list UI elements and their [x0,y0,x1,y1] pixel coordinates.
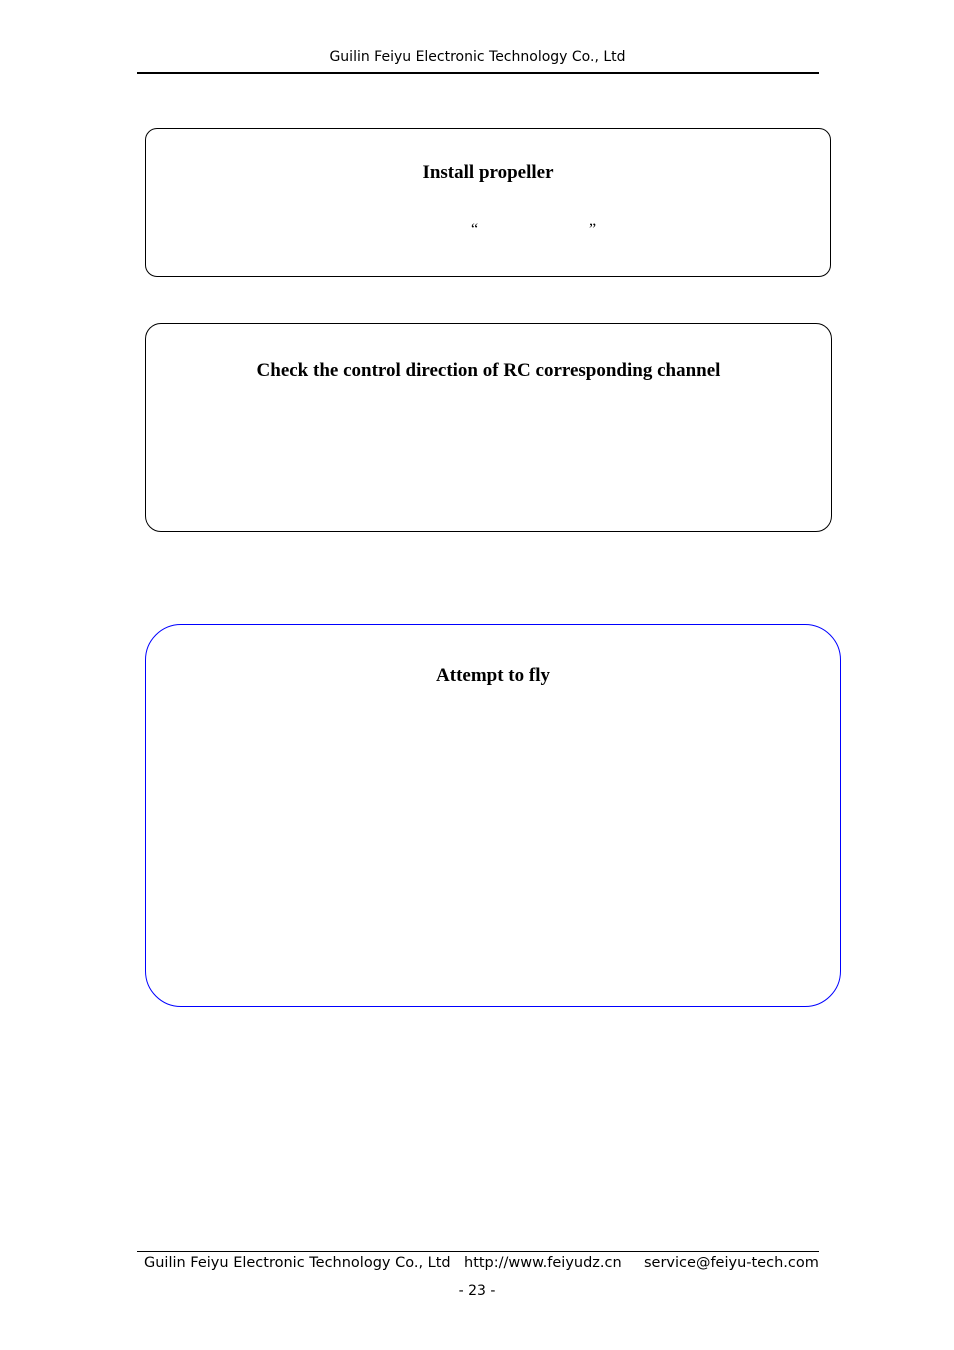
rc-direction-box [145,323,832,532]
install-propeller-box [145,128,831,277]
attempt-to-fly-box [145,624,841,1007]
page-number: - 23 - [458,1283,496,1299]
install-propeller-title: Install propeller [422,162,554,183]
header-company: Guilin Feiyu Electronic Technology Co., Ltd [329,49,626,65]
footer-email-link[interactable]: service@feiyu-tech.com [644,1255,819,1271]
footer-company: Guilin Feiyu Electronic Technology Co., Ltd [144,1255,451,1271]
header-rule [137,72,819,74]
rc-direction-title: Check the control direction of RC corresponding channel [256,360,721,381]
footer-website-link[interactable]: http://www.feiyudz.cn [464,1255,622,1271]
footer-rule [137,1251,819,1252]
close-quote: ” [589,221,597,238]
open-quote: “ [471,221,479,238]
attempt-to-fly-title: Attempt to fly [436,665,550,686]
